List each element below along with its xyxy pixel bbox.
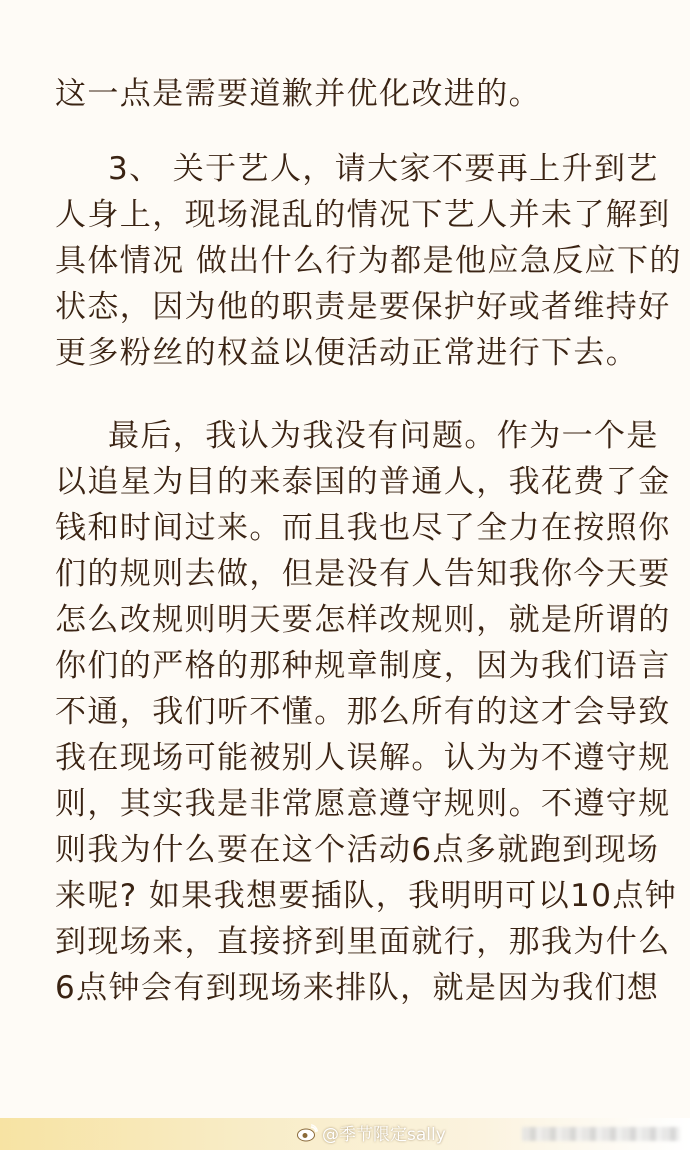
text-line: 更多粉丝的权益以便活动正常进行下去。 xyxy=(55,335,639,371)
text-line: 我在现场可能被别人误解。认为为不遵守规 xyxy=(55,740,671,776)
text-line: 则我为什么要在这个活动6点多就跑到现场 xyxy=(55,832,660,868)
text-line: 们的规则去做，但是没有人告知我你今天要 xyxy=(55,556,671,592)
watermark xyxy=(296,1120,446,1145)
text-line: 人身上，现场混乱的情况下艺人并未了解到 xyxy=(55,197,671,233)
text-line: 你们的严格的那种规章制度，因为我们语言 xyxy=(55,648,671,684)
text-line: 以追星为目的来泰国的普通人，我花费了金 xyxy=(55,464,671,500)
blurred-strip xyxy=(522,1127,680,1141)
text-line: 到现场来，直接挤到里面就行，那我为什么 xyxy=(55,924,671,960)
text-line: 具体情况 做出什么行为都是他应急反应下的 xyxy=(55,243,682,279)
text-line: 3、 关于艺人，请大家不要再上升到艺 xyxy=(108,151,659,187)
weibo-icon xyxy=(296,1124,318,1142)
text-line: 怎么改规则明天要怎样改规则，就是所谓的 xyxy=(55,602,671,638)
text-line: 不通，我们听不懂。那么所有的这才会导致 xyxy=(55,694,671,730)
text-line: 钱和时间过来。而且我也尽了全力在按照你 xyxy=(55,510,671,546)
text-line: 状态，因为他的职责是要保护好或者维持好 xyxy=(55,289,671,325)
text-line: 6点钟会有到现场来排队，就是因为我们想 xyxy=(55,970,660,1006)
text-line: 这一点是需要道歉并优化改进的。 xyxy=(55,76,541,112)
watermark-text: @季节限定sally xyxy=(322,1125,446,1145)
text-line: 则，其实我是非常愿意遵守规则。不遵守规 xyxy=(55,786,671,822)
text-line: 最后，我认为我没有问题。作为一个是 xyxy=(108,418,659,454)
text-line: 来呢? 如果我想要插队，我明明可以10点钟 xyxy=(55,878,678,914)
